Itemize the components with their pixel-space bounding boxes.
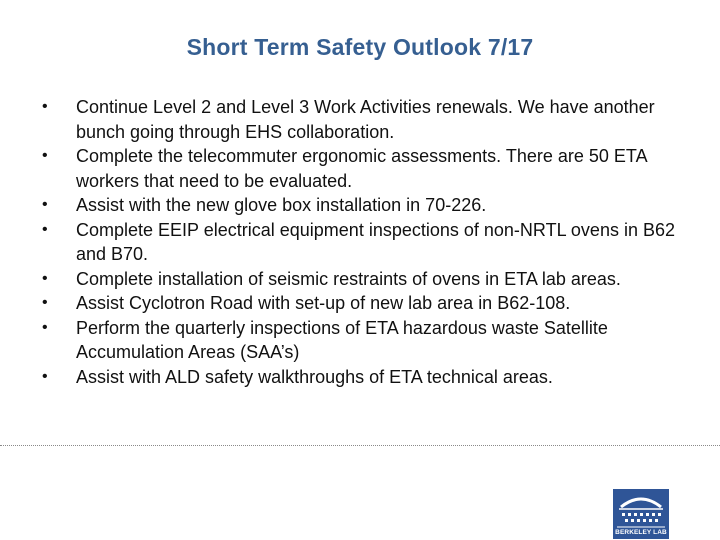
bullet-text: Assist with the new glove box installation in 70-226. <box>76 195 487 215</box>
bullet-item <box>38 193 688 218</box>
slide-title: Short Term Safety Outlook 7/17 <box>186 34 534 60</box>
berkeley-lab-logo <box>613 489 669 539</box>
bullet-icon: • <box>42 220 48 238</box>
bullet-text: Complete EEIP electrical equipment inspections of non-NRTL ovens in B62 and B70. <box>76 219 675 264</box>
bullet-icon: • <box>42 98 48 115</box>
bullet-text: Assist with ALD safety walkthroughs of ETA technical areas. <box>76 366 553 387</box>
bullet-icon: • <box>42 367 48 385</box>
bullet-icon: • <box>42 147 48 164</box>
bullet-item <box>38 291 688 316</box>
bullet-text: Assist Cyclotron Road with set-up of new lab area in B62-108. <box>76 293 571 313</box>
bullet-item <box>38 144 688 193</box>
bullet-item <box>38 316 688 365</box>
bullet-text: Complete installation of seismic restraints of ovens in ETA lab areas. <box>76 268 621 289</box>
bullet-item <box>38 267 688 292</box>
bullet-icon: • <box>42 196 48 213</box>
bullet-text: Complete the telecommuter ergonomic assessments. There are 50 ETA workers that need to be evaluated. <box>76 146 647 191</box>
bullet-item <box>38 218 688 267</box>
logo-text: BERKELEY LAB <box>615 529 667 536</box>
bullet-icon: • <box>42 318 48 336</box>
bullet-icon: • <box>42 269 48 287</box>
bullet-text: Continue Level 2 and Level 3 Work Activities renewals. We have another bunch going through EHS collaboration. <box>76 97 655 142</box>
bullet-list <box>38 95 688 389</box>
bullet-item <box>38 95 688 144</box>
bullet-item <box>38 365 688 390</box>
bullet-icon: • <box>42 294 48 311</box>
footer-divider <box>0 445 720 446</box>
bullet-text: Perform the quarterly inspections of ETA hazardous waste Satellite Accumulation Areas (SAA’s) <box>76 317 608 362</box>
